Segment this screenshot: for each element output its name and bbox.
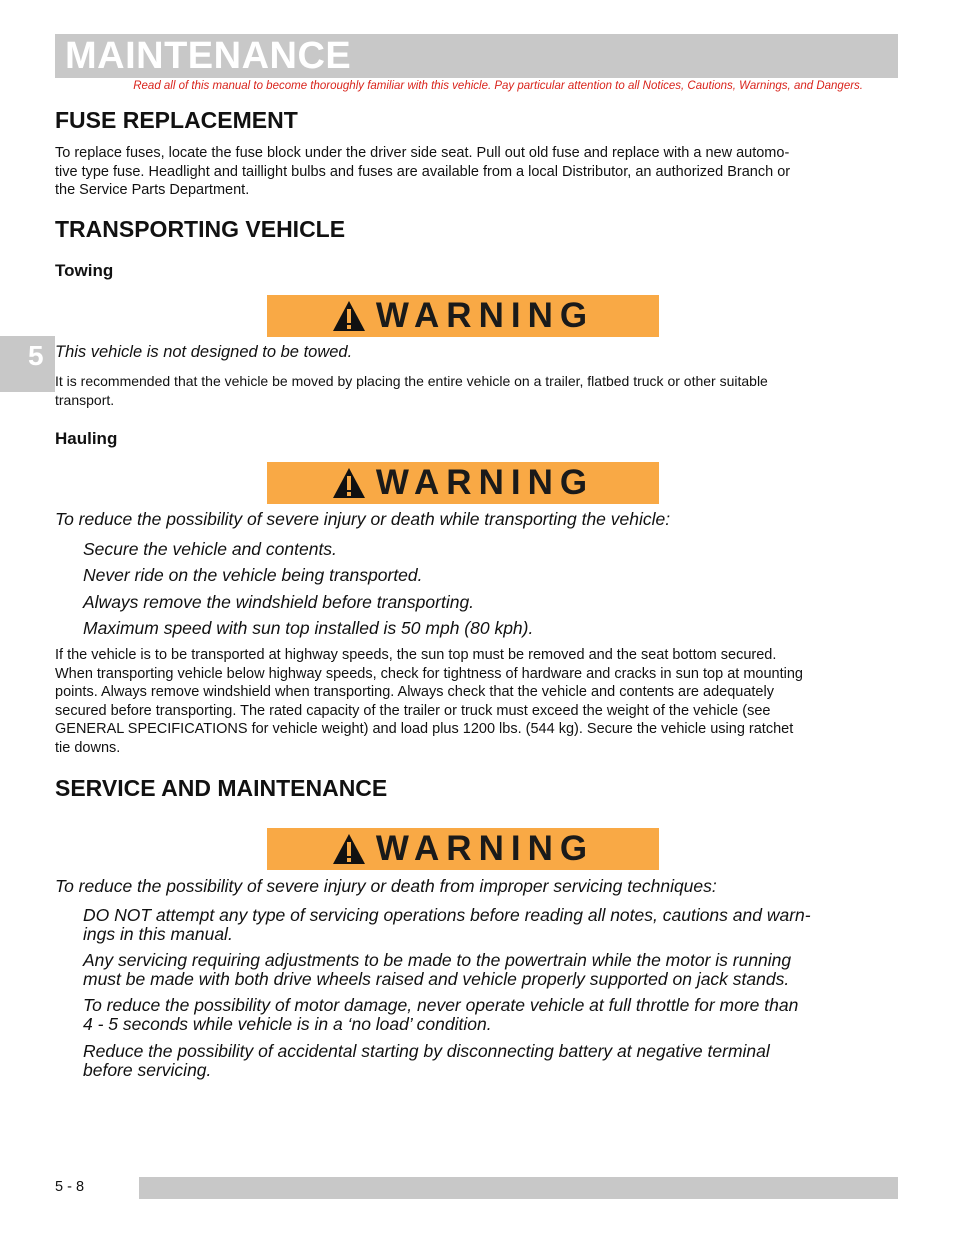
- paragraph-line: secured before transporting. The rated capacity of the trailer or truck must exceed the weight of the vehicle (see: [55, 702, 771, 719]
- service-warning-item: [83, 951, 873, 989]
- chapter-number: 5: [28, 340, 44, 371]
- paragraph-line: tive type fuse. Headlight and taillight bulbs and fuses are available from a local Distributor, an authorized Branch or: [55, 163, 791, 180]
- warning-item-line: Reduce the possibility of accidental starting by disconnecting battery at negative terminal: [83, 1041, 770, 1061]
- service-warning-item: [83, 1042, 873, 1080]
- hauling-paragraph: [55, 646, 870, 757]
- warning-item-line: 4 - 5 seconds while vehicle is in a ‘no load’ condition.: [83, 1014, 492, 1034]
- hauling-subheading: Hauling: [55, 429, 118, 448]
- warning-label: WARNING: [375, 296, 595, 335]
- towing-warning-banner: [267, 295, 659, 337]
- service-maintenance-heading: SERVICE AND MAINTENANCE: [55, 775, 388, 801]
- chapter-tab: [0, 336, 55, 392]
- paragraph-line: transport.: [55, 392, 115, 408]
- fuse-replacement-heading: FUSE REPLACEMENT: [55, 107, 298, 133]
- paragraph-line: To replace fuses, locate the fuse block under the driver side seat. Pull out old fuse and replace with a new automo-: [55, 145, 790, 161]
- hauling-warning-item: Secure the vehicle and contents.: [83, 539, 337, 559]
- page-number: 5 - 8: [55, 1179, 85, 1195]
- towing-warning-text: This vehicle is not designed to be towed.: [55, 343, 353, 361]
- warning-item-line: To reduce the possibility of motor damage, never operate vehicle at full throttle for more than: [83, 995, 799, 1015]
- hauling-warning-item: Always remove the windshield before transporting.: [83, 592, 475, 612]
- warning-triangle-icon: [332, 467, 366, 499]
- service-warning-lead: To reduce the possibility of severe injury or death from improper servicing techniques:: [55, 876, 717, 896]
- paragraph-line: GENERAL SPECIFICATIONS for vehicle weight) and load plus 1200 lbs. (544 kg). Secure the vehicle using ratchet: [55, 721, 794, 737]
- paragraph-line: When transporting vehicle below highway speeds, check for tightness of hardware and cracks in sun top at mounting: [55, 665, 803, 682]
- towing-paragraph: [55, 372, 870, 410]
- service-warning-banner: [267, 828, 659, 870]
- transporting-vehicle-heading: TRANSPORTING VEHICLE: [55, 216, 346, 242]
- warning-label: WARNING: [375, 463, 595, 502]
- hauling-warning-lead: To reduce the possibility of severe injury or death while transporting the vehicle:: [55, 509, 671, 529]
- hauling-warning-item: Never ride on the vehicle being transported.: [83, 565, 423, 585]
- warning-item-line: before servicing.: [83, 1060, 212, 1080]
- warning-triangle-icon: [332, 833, 366, 865]
- notice-text: Read all of this manual to become thoroughly familiar with this vehicle. Pay particular attention to all Notices, Cautions, Warnings, and Dangers.: [133, 80, 863, 92]
- paragraph-line: points. Always remove windshield when transporting. Always check that the vehicle and contents are adequately: [55, 684, 774, 700]
- hauling-warning-item: Maximum speed with sun top installed is 50 mph (80 kph).: [83, 618, 534, 638]
- warning-item-line: must be made with both drive wheels raised and vehicle properly supported on jack stands.: [83, 969, 790, 989]
- paragraph-line: If the vehicle is to be transported at highway speeds, the sun top must be removed and the seat bottom secured.: [55, 647, 777, 663]
- page-title: MAINTENANCE: [65, 35, 352, 77]
- towing-subheading: Towing: [55, 261, 114, 280]
- warning-triangle-icon: [332, 300, 366, 332]
- warning-item-line: DO NOT attempt any type of servicing operations before reading all notes, cautions and warn-: [83, 905, 811, 925]
- footer-bar: [139, 1177, 898, 1199]
- paragraph-line: tie downs.: [55, 739, 121, 756]
- warning-label: WARNING: [375, 829, 595, 868]
- service-warning-item: [83, 996, 873, 1034]
- warning-item-line: ings in this manual.: [83, 924, 233, 944]
- header-bar: [55, 34, 898, 78]
- paragraph-line: the Service Parts Department.: [55, 182, 250, 198]
- fuse-replacement-paragraph: [55, 144, 870, 200]
- service-warning-item: [83, 906, 873, 944]
- warning-item-line: Any servicing requiring adjustments to be made to the powertrain while the motor is running: [83, 950, 792, 970]
- hauling-warning-banner: [267, 462, 659, 504]
- paragraph-line: It is recommended that the vehicle be moved by placing the entire vehicle on a trailer, flatbed truck or other suitable: [55, 373, 768, 389]
